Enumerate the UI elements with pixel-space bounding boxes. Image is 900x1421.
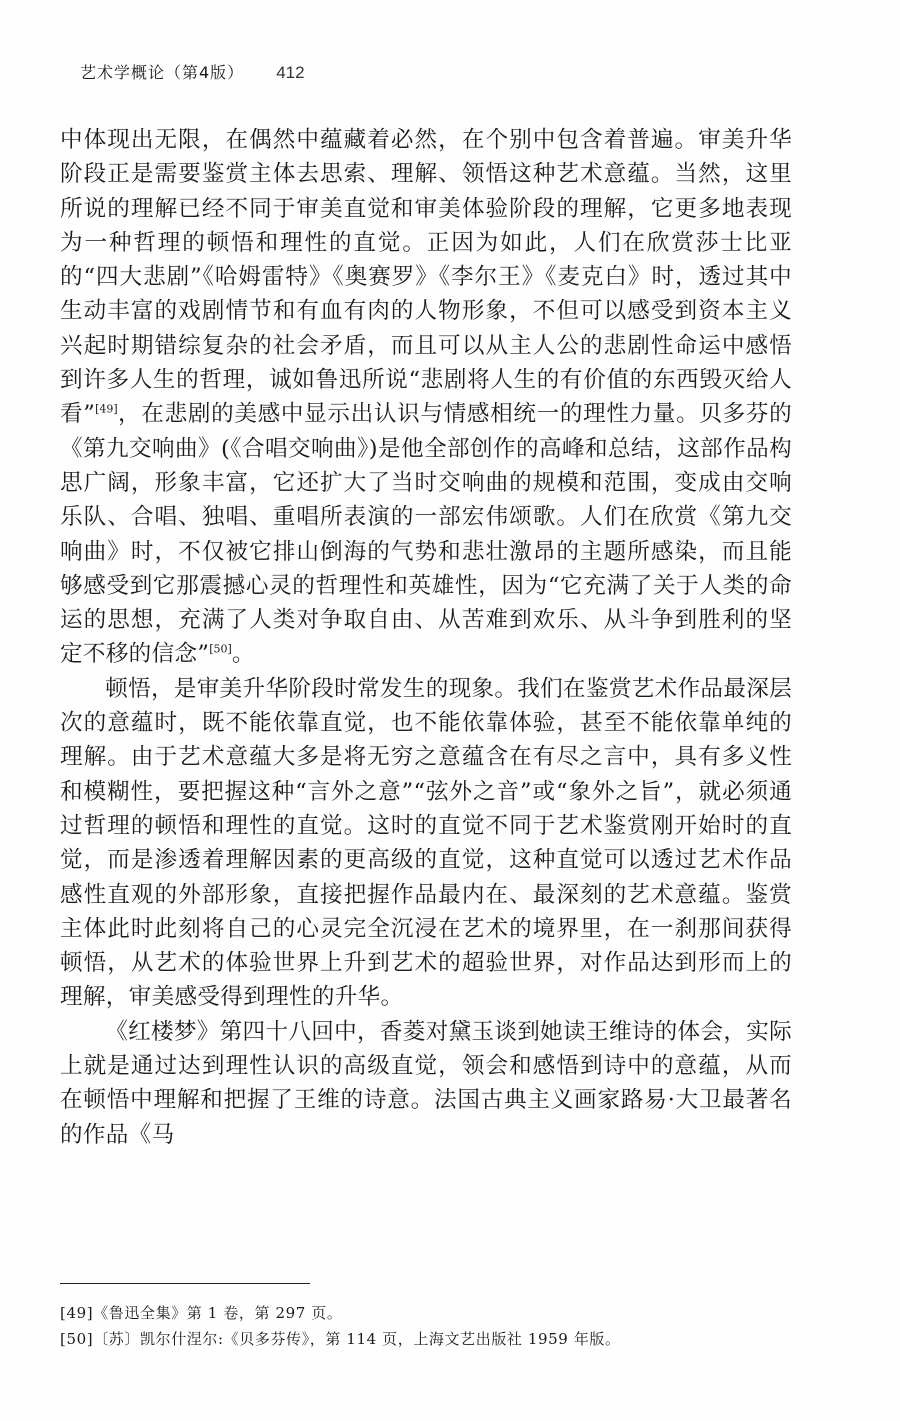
- running-header: [80, 62, 305, 84]
- footnotes: [60, 1300, 820, 1352]
- footnote-reference: [50]: [209, 642, 232, 656]
- page-number: 412: [276, 63, 305, 82]
- paragraph-text: 中体现出无限，在偶然中蕴藏着必然，在个别中包含着普遍。审美升华阶段正是需要鉴赏主体去思索、理解、领悟这种艺术意蕴。当然，这里所说的理解已经不同于审美直觉和审美体验阶段的理解，它更多地表现为一种哲理的顿悟和理性的直觉。正因为如此，人们在欣赏莎士比亚的“四大悲剧”《哈姆雷特》《奥赛罗》《李尔王》《麦克白》时，透过其中生动丰富的戏剧情节和有血有肉的人物形象，不但可以感受到资本主义兴起时期错综复杂的社会矛盾，而且可以从主人公的悲剧性命运中感悟到许多人生的哲理，诚如鲁迅所说“悲剧将人生的有价值的东西毁灭给人看”: [60, 127, 792, 428]
- footnote-49: [49]《鲁迅全集》第 1 卷，第 297 页。: [60, 1304, 343, 1322]
- paragraph-text: 顿悟，是审美升华阶段时常发生的现象。我们在鉴赏艺术作品最深层次的意蕴时，既不能依靠直觉，也不能依靠体验，甚至不能依靠单纯的理解。由于艺术意蕴大多是将无穷之意蕴含在有尽之言中，具有多义性和模糊性，要把握这种“言外之意”“弦外之音”或“象外之旨”，就必须通过哲理的顿悟和理性的直觉。这时的直觉不同于艺术鉴赏刚开始时的直觉，而是渗透着理解因素的更高级的直觉，这种直觉可以透过艺术作品感性直观的外部形象，直接把握作品最内在、最深刻的艺术意蕴。鉴赏主体此时此刻将自己的心灵完全沉浸在艺术的境界里，在一刹那间获得顿悟，从艺术的体验世界上升到艺术的超验世界，对作品达到形而上的理解，审美感受得到理性的升华。: [60, 675, 792, 1011]
- footnote-50: [50]〔苏〕凯尔什涅尔:《贝多芬传》，第 114 页，上海文艺出版社 1959 年版。: [60, 1330, 621, 1348]
- paragraph: [60, 672, 792, 1015]
- paragraph-text: ，在悲剧的美感中显示出认识与情感相统一的理性力量。贝多芬的《第九交响曲》(《合唱交响曲》)是他全部创作的高峰和总结，这部作品构思广阔，形象丰富，它还扩大了当时交响曲的规模和范围，变成由交响乐队、合唱、独唱、重唱所表演的一部宏伟颂歌。人们在欣赏《第九交响曲》时，不仅被它排山倒海的气势和悲壮激昂的主题所感染，而且能够感受到它那震撼心灵的哲理性和英雄性，因为“它充满了关于人类的命运的思想，充满了人类对争取自由、从苦难到欢乐、从斗争到胜利的坚定不移的信念”: [60, 401, 792, 668]
- body-text: [60, 123, 792, 1152]
- paragraph-text: 《红楼梦》第四十八回中，香菱对黛玉谈到她读王维诗的体会，实际上就是通过达到理性认识的高级直觉，领会和感悟到诗中的意蕴，从而在顿悟中理解和把握了王维的诗意。法国古典主义画家路易·大卫最著名的作品《马: [60, 1018, 792, 1148]
- book-title: 艺术学概论（第4版）: [80, 63, 245, 82]
- footnote-reference: [49]: [95, 402, 118, 416]
- paragraph: [60, 1015, 792, 1152]
- paragraph: [60, 123, 792, 672]
- footnote-divider: [60, 1283, 310, 1284]
- paragraph-text: 。: [231, 641, 255, 668]
